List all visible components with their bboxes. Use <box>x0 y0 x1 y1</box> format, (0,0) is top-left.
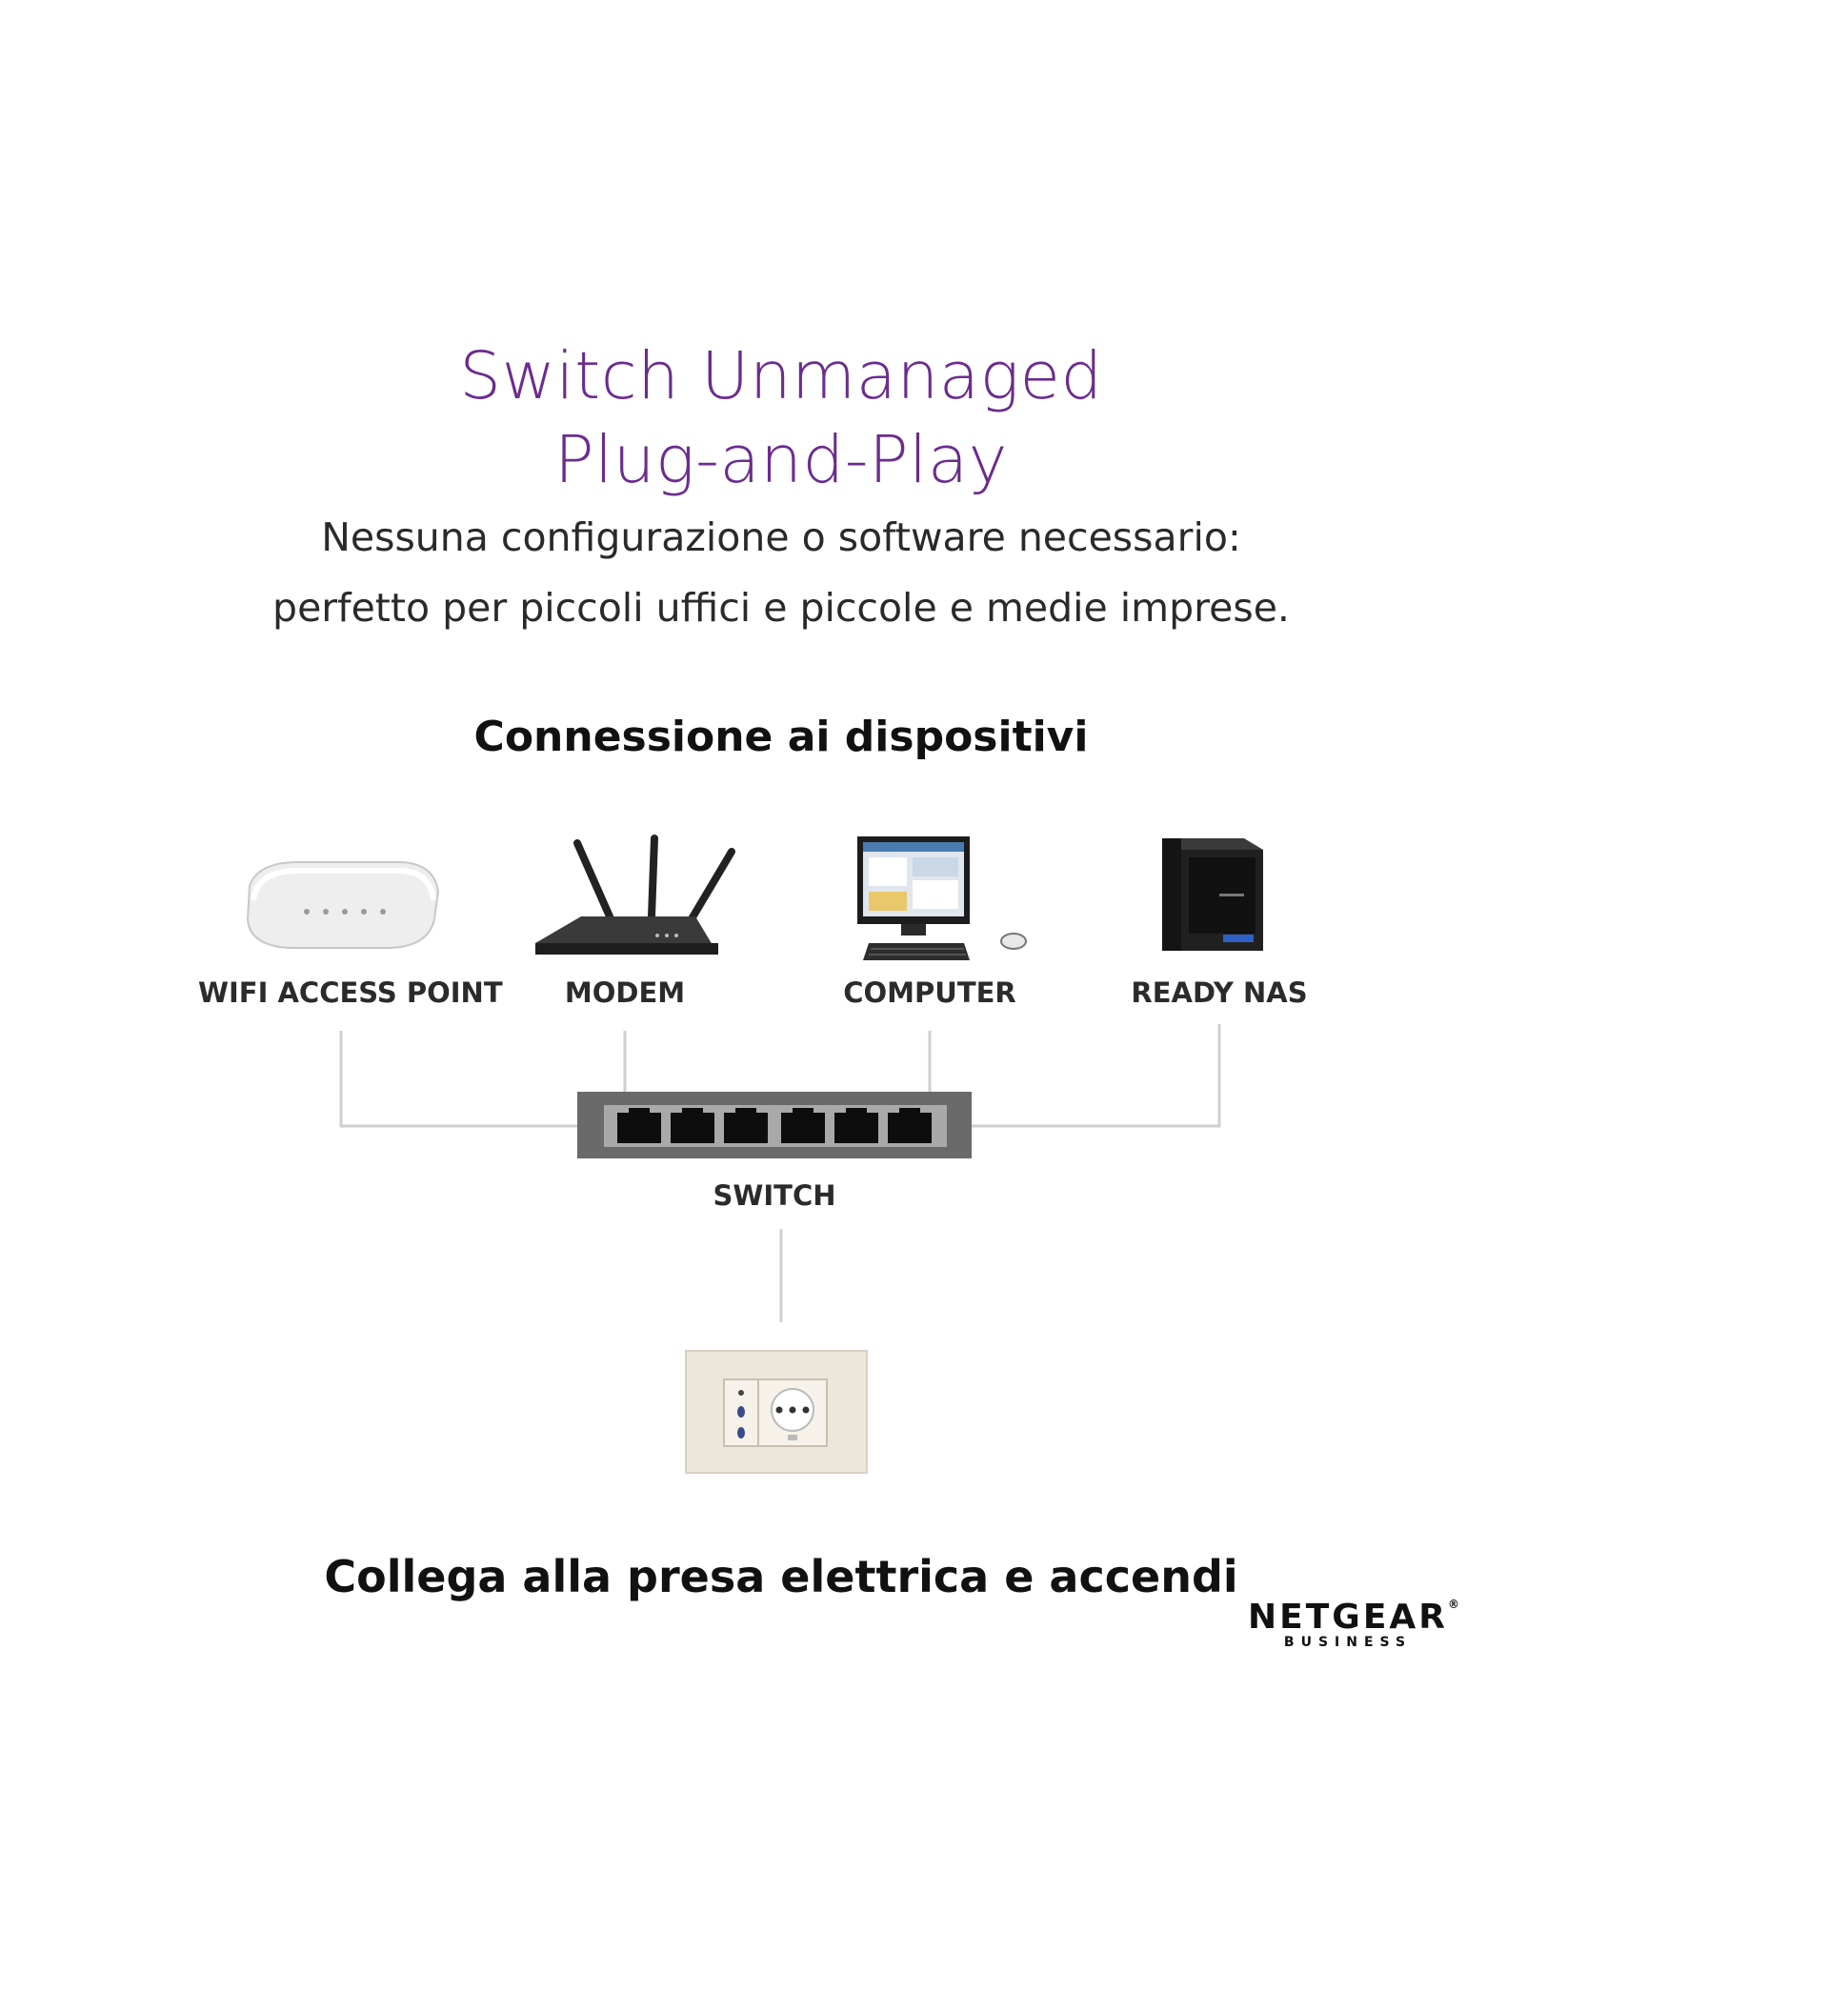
device-label-computer: COMPUTER <box>843 976 1016 1009</box>
line-nas <box>972 1024 1219 1126</box>
netgear-business-logo <box>1248 1598 1459 1650</box>
ready-nas-icon <box>1162 838 1263 951</box>
connector-lines <box>341 1024 1219 1322</box>
wifi-access-point-icon <box>248 862 438 948</box>
power-instruction-heading: Collega alla presa elettrica e accendi <box>324 1551 1238 1602</box>
page-title-line2: Plug-and-Play <box>554 422 1008 498</box>
switch-icon <box>577 1092 972 1158</box>
device-label-nas: READY NAS <box>1131 976 1308 1009</box>
brand-sub: BUSINESS <box>1283 1635 1413 1650</box>
switch-label: SWITCH <box>713 1179 836 1212</box>
power-outlet-icon <box>686 1351 867 1473</box>
brand-name: NETGEAR <box>1248 1598 1448 1637</box>
registered-mark: ® <box>1448 1598 1459 1611</box>
device-label-access-point: WIFI ACCESS POINT <box>198 976 503 1009</box>
line-access-point <box>341 1031 577 1126</box>
connection-heading: Connessione ai dispositivi <box>473 713 1089 761</box>
modem-icon <box>535 838 732 955</box>
subtitle-line2: perfetto per piccoli uffici e piccole e medie imprese. <box>272 585 1290 631</box>
device-label-modem: MODEM <box>564 976 686 1009</box>
subtitle-line1: Nessuna configurazione o software necessario: <box>321 514 1241 560</box>
page-title-line1: Switch Unmanaged <box>459 338 1103 414</box>
computer-icon <box>857 836 1026 960</box>
